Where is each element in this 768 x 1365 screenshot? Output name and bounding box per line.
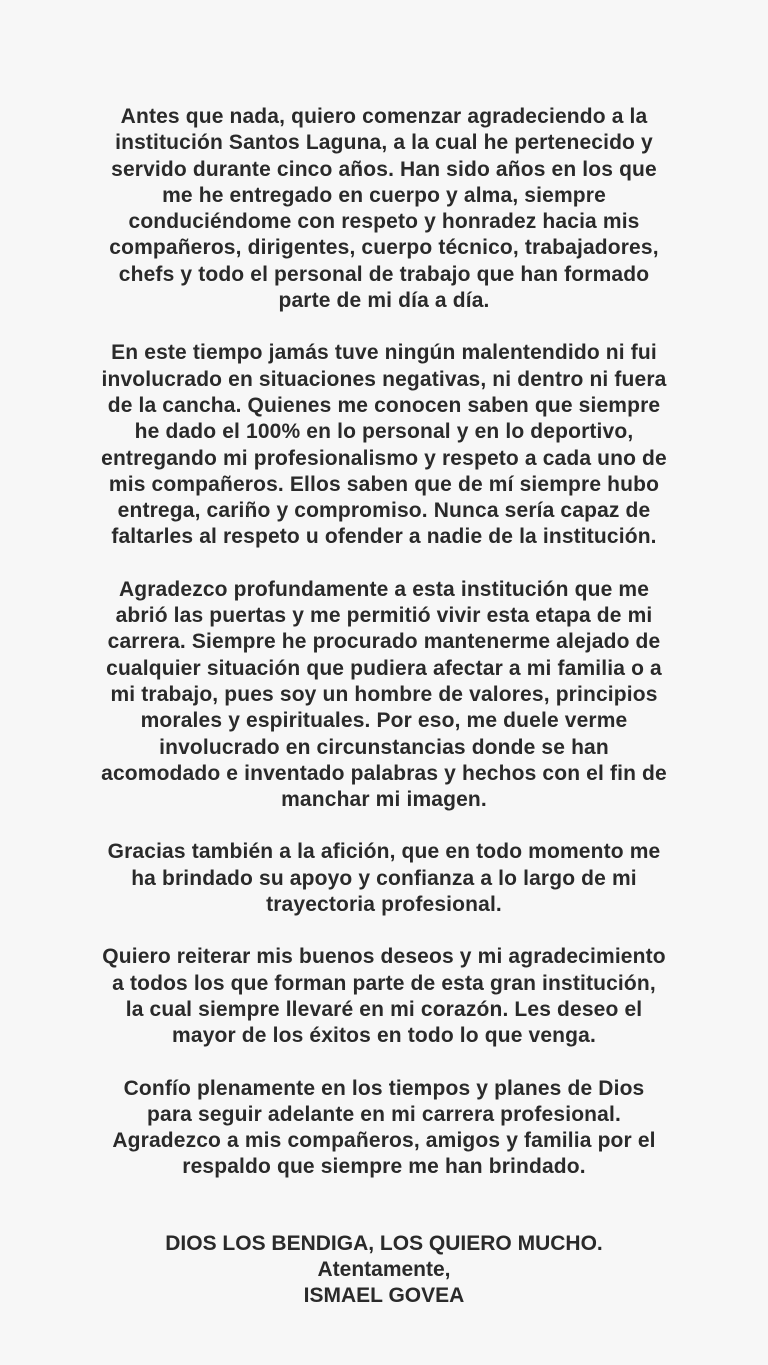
text-line: para seguir adelante en mi carrera profesional. [147,1102,621,1126]
text-line: involucrado en situaciones negativas, ni dentro ni fuera [101,367,667,391]
text-line: entregando mi profesionalismo y respeto a cada uno de [101,446,667,470]
text-line: manchar mi imagen. [281,788,487,812]
text-line: Quiero reiterar mis buenos deseos y mi agradecimiento [102,945,666,969]
text-line: Agradezco profundamente a esta institución que me [118,577,650,601]
paragraph-gratitude-club [60,104,708,314]
paragraph-faith [60,1076,708,1181]
paragraph-conduct [60,340,708,550]
text-line: Confío plenamente en los tiempos y planes de Dios [123,1076,645,1100]
text-line: mi trabajo, pues soy un hombre de valores, principios [110,682,658,706]
text-line: conduciéndome con respeto y honradez hacia mis [128,210,640,234]
text-line: morales y espirituales. Por eso, me duele verme [140,709,628,733]
paragraph-best-wishes [60,944,708,1049]
text-line: abrió las puertas y me permitió vivir esta etapa de mi [115,604,653,628]
signoff-line: Atentamente, [317,1257,451,1281]
text-line: En este tiempo jamás tuve ningún malentendido ni fui [111,341,657,365]
text-line: entrega, cariño y compromiso. Nunca sería capaz de [117,499,651,523]
text-line: parte de mi día a día. [278,289,490,313]
text-line: carrera. Siempre he procurado mantenerme alejado de [107,630,661,654]
text-line: ha brindado su apoyo y confianza a lo largo de mi [131,866,637,890]
text-line: mayor de los éxitos en todo lo que venga. [172,1024,596,1048]
text-line: Antes que nada, quiero comenzar agradeciendo a la [120,105,648,128]
text-line: de la cancha. Quienes me conocen saben que siempre [107,393,661,417]
text-line: me he entregado en cuerpo y alma, siempre [162,183,606,207]
text-line: a todos los que forman parte de esta gran institución, [112,971,656,995]
text-line: acomodado e inventado palabras y hechos con el fin de [101,761,667,785]
text-line: involucrado en circunstancias donde se han [159,735,609,759]
paragraph-values [60,577,708,814]
blessing-line: DIOS LOS BENDIGA, LOS QUIERO MUCHO. [165,1231,603,1255]
text-line: Agradezco a mis compañeros, amigos y familia por el [112,1129,656,1153]
text-line: servido durante cinco años. Han sido años en los que [111,157,657,181]
statement-text [60,104,708,1310]
text-line: respaldo que siempre me han brindado. [182,1155,586,1179]
text-line: institución Santos Laguna, a la cual he pertenecido y [115,131,653,155]
text-line: la cual siempre llevaré en mi corazón. Les deseo el [125,997,643,1021]
text-line: mis compañeros. Ellos saben que de mí siempre hubo [108,472,660,496]
text-line: faltarles al respeto u ofender a nadie de la institución. [111,525,657,549]
paragraph-fans [60,839,708,918]
signature-name: ISMAEL GOVEA [303,1284,465,1308]
text-line: trayectoria profesional. [266,893,502,917]
text-line: compañeros, dirigentes, cuerpo técnico, trabajadores, [109,236,659,260]
closing-block [60,1231,708,1310]
text-line: Gracias también a la afición, que en todo momento me [107,840,661,864]
text-line: cualquier situación que pudiera afectar a mi familia o a [106,656,662,680]
text-line: he dado el 100% en lo personal y en lo deportivo, [134,420,634,444]
text-line: chefs y todo el personal de trabajo que han formado [118,262,650,286]
